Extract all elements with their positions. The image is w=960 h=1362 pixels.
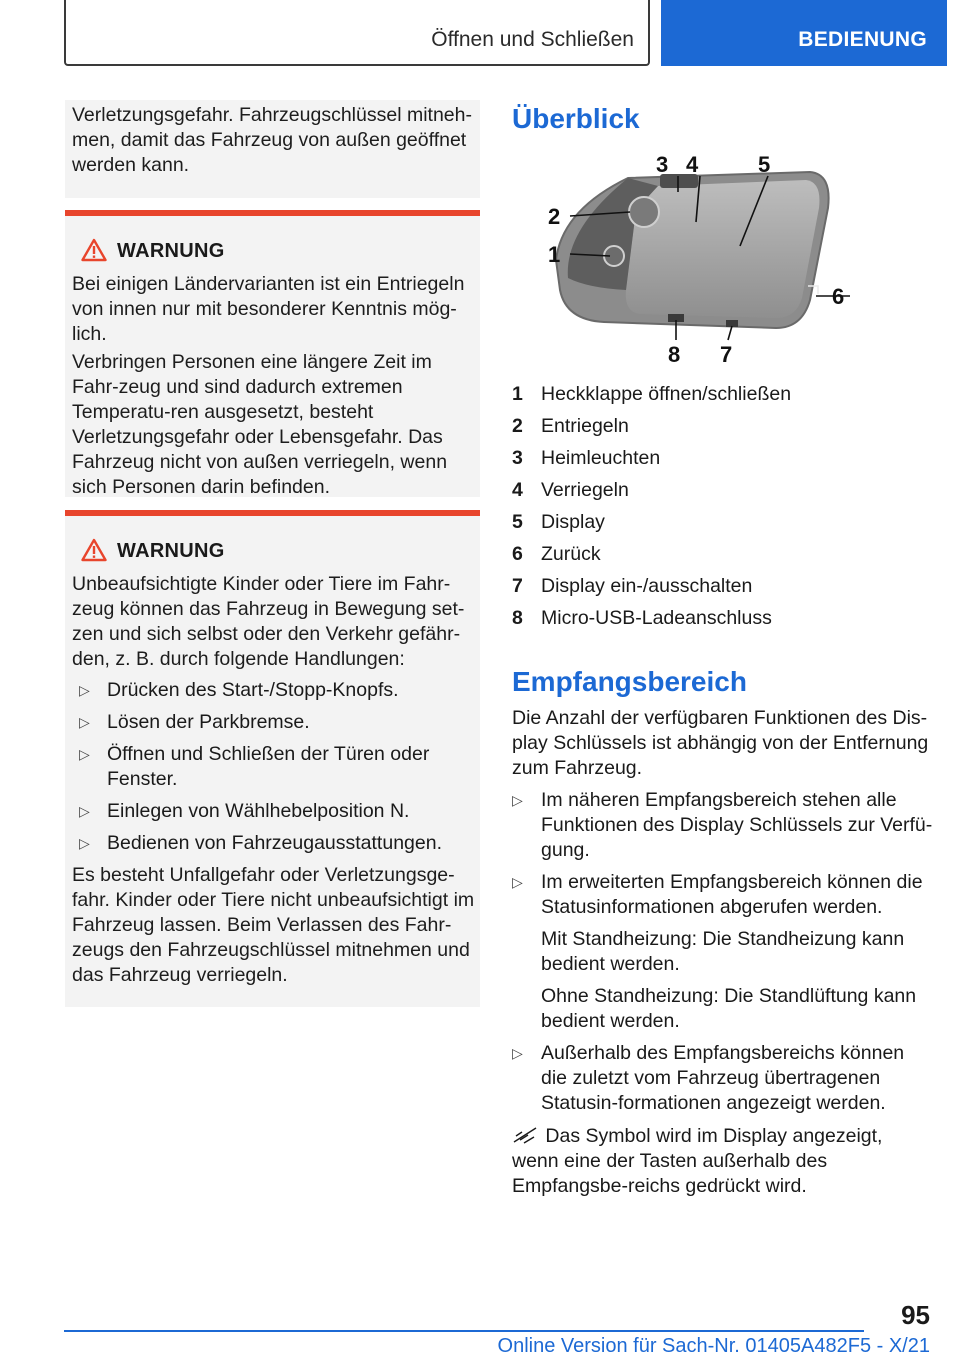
legend-item: 8 Micro-USB-Ladeanschluss [512,607,772,629]
warning1-p2: Verbringen Personen eine längere Zeit im Fahr-zeug und sind dadurch extremen Temperatu-ren ausgesetzt, besteht Verletzungsgefahr oder Lebensgefahr. Das Fahrzeug nicht von außen verriegeln, wenn sich Personen darin befinden. [72,351,448,498]
bullet-triangle-icon: ▷ [79,803,90,819]
range-title: Empfangsbereich [512,666,747,697]
legend-item: 4 Verriegeln [512,479,629,501]
header-chapter [661,0,947,66]
warning2-p2: Es besteht Unfallgefahr oder Verletzungsge-fahr. Kinder oder Tiere nicht unbeaufsichtigt im Fahrzeug lassen. Beim Verlassen des Fahr-zeugs den Fahrzeugschlüssel mitnehmen und das Fahrzeug verriegeln. [72,864,475,986]
legend-item: 6 Zurück [512,543,601,565]
legend-item: 3 Heimleuchten [512,447,661,469]
callout-1: 1 [548,242,561,267]
note-box [65,100,480,198]
range-intro: Die Anzahl der verfügbaren Funktionen des Dis-play Schlüssels ist abhängig von der Entfernung zum Fahrzeug. [512,707,929,779]
bullet-triangle-icon: ▷ [512,792,523,808]
bullet-triangle-icon: ▷ [79,714,90,730]
callout-6: 6 [832,284,845,309]
callout-3: 3 [656,152,669,177]
warning-heading-1 [73,238,473,264]
callout-8: 8 [668,342,681,367]
warning1-p1: Bei einigen Ländervarianten ist ein Entriegeln von innen nur mit besonderer Kenntnis mög-lich. [72,273,465,345]
bullet-triangle-icon: ▷ [79,682,90,698]
symbol-note: Das Symbol wird im Display angezeigt, wenn eine der Tasten außerhalb des Empfangsbe-reichs gedrückt wird. [512,1125,883,1197]
legend-item: 2 Entriegeln [512,415,629,437]
bullet-triangle-icon: ▷ [79,746,90,762]
header-section [64,0,650,66]
display-key-figure [540,150,850,370]
note-text: Verletzungsgefahr. Fahrzeugschlüssel mitneh- men, damit das Fahrzeug von außen geöffnet werden kann. [72,104,472,176]
warning2-p1: Unbeaufsichtigte Kinder oder Tiere im Fahr-zeug können das Fahrzeug in Bewegung set-zen und sich selbst oder den Verkehr gefähr-den, z. B. durch folgende Handlungen: [72,573,465,670]
callout-4: 4 [686,152,699,177]
header-chapter-title: BEDIENUNG [798,28,927,51]
warning-heading-2 [73,538,473,564]
header-section-title: Öffnen und Schließen [431,28,634,51]
warning-box-1 [65,210,480,497]
bullet-triangle-icon: ▷ [79,835,90,851]
warning-icon [81,238,107,262]
overview-title: Überblick [512,103,640,134]
warning-label-1: WARNUNG [117,240,225,262]
legend-item: 5 Display [512,511,605,533]
warning-icon [81,538,107,562]
callout-2: 2 [548,204,561,229]
legend-item: 7 Display ein-/ausschalten [512,575,753,597]
callout-5: 5 [758,152,771,177]
footer-online-version: Online Version für Sach-Nr. 01405A482F5 - X/21 [497,1335,930,1357]
warning-box-2: WARNUNG Unbeaufsichtigte Kinder oder Tiere im Fahr-zeug können das Fahrzeug in Bewegung set-zen und sich selbst oder den Verkehr gefähr-den, z. B. durch folgende Handlungen: ▷ Drücken des Start-/Stopp-Knopfs. ▷ Lösen der Parkbremse. ▷ Öffnen und Schließen der Türen oder Fenster. ▷ Einlegen von Wählhebelposition N. ▷ Bedienen von Fahrzeugausstattungen. Es besteht Unfallgefahr oder Verletzungsge-fahr. Kinder oder Tiere nicht unbeaufsichtigt im Fahrzeug lassen. Beim Verlassen des Fahr-zeugs den Fahrzeugschlüssel mitnehmen und das Fahrzeug verriegeln. [65,510,480,1007]
legend-item: 1 Heckklappe öffnen/schließen [512,383,792,405]
warning-label-2: WARNUNG [117,540,225,562]
page-number: 95 [901,1300,930,1330]
out-of-range-icon [512,1125,540,1145]
callout-7: 7 [720,342,733,367]
footer-rule [64,1330,864,1332]
bullet-triangle-icon: ▷ [512,1045,523,1061]
bullet-triangle-icon: ▷ [512,874,523,890]
